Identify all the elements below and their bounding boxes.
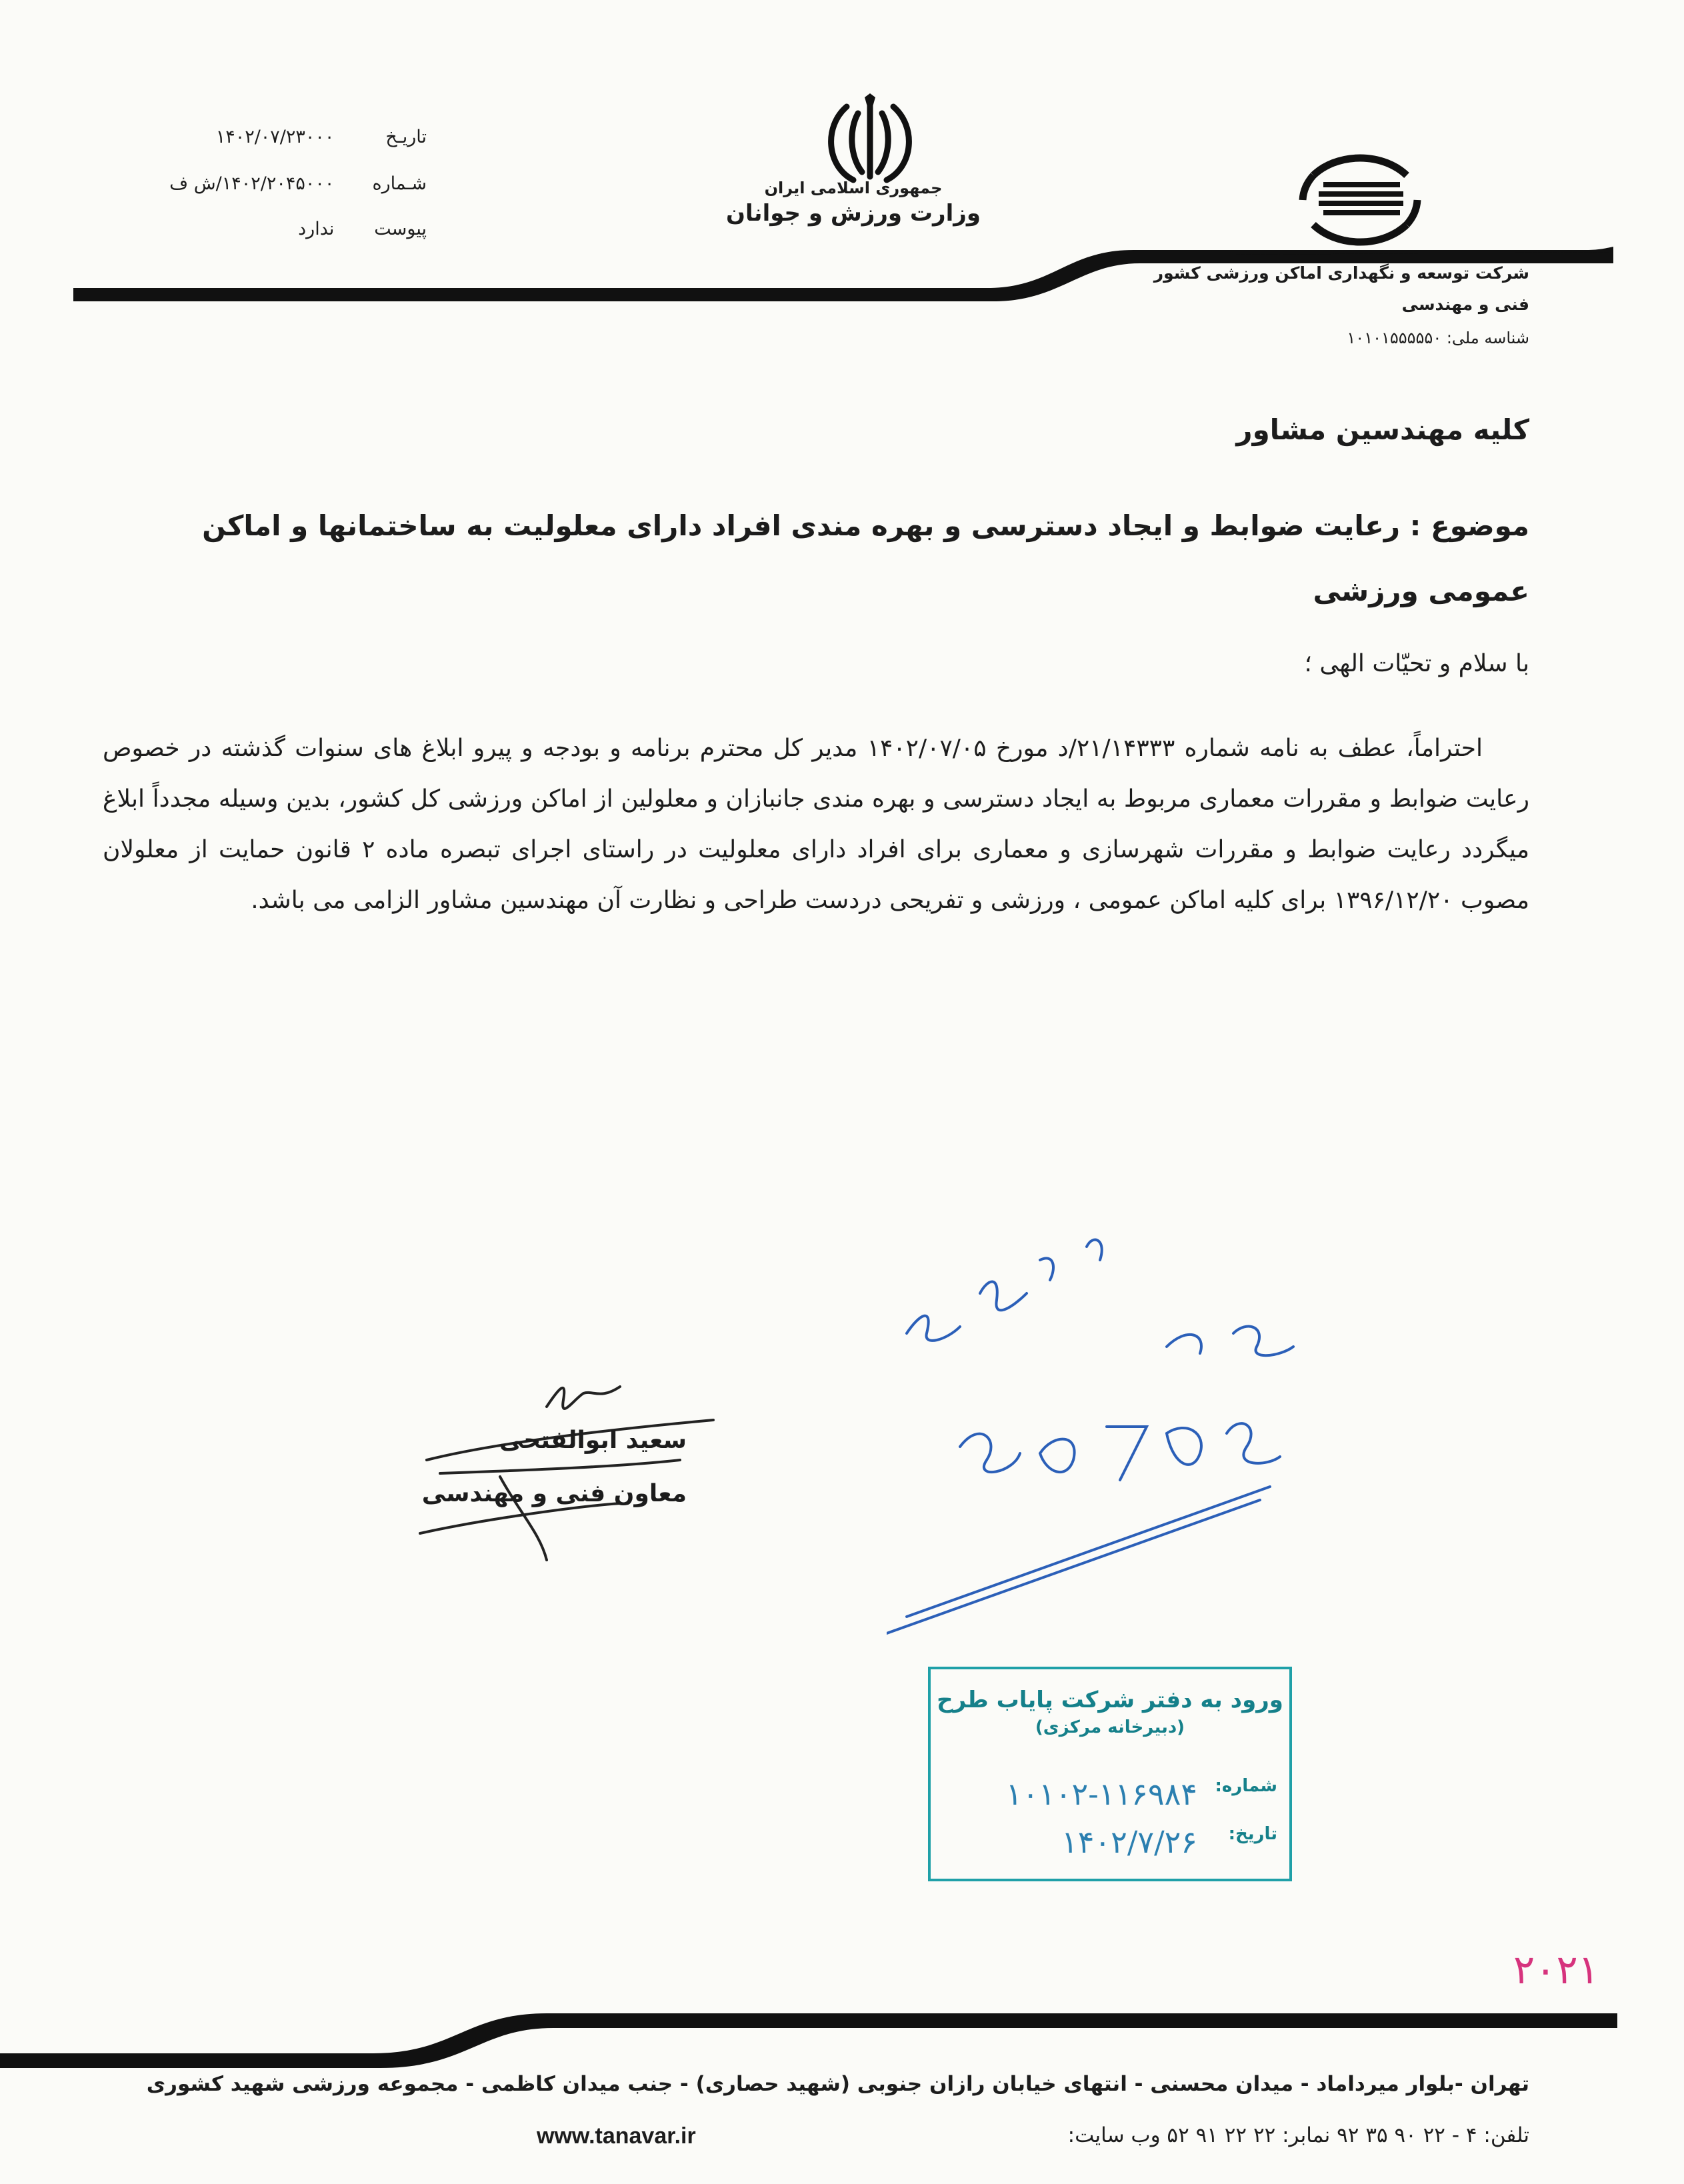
letter-meta	[147, 127, 427, 260]
company-block	[1063, 263, 1529, 347]
attachment-label: پیوست	[374, 219, 427, 239]
page-number: ۲۰۲۱	[1513, 1947, 1599, 1993]
footer-contact: تلفن: ۴ - ۲۲ ۹۰ ۳۵ ۹۲ نمابر: ۲۲ ۲۲ ۹۱ ۵۲ وب سایت:	[1067, 2123, 1529, 2147]
stamp-date-row	[943, 1824, 1277, 1864]
number-label: شـماره	[372, 173, 427, 194]
iran-emblem-icon	[817, 93, 923, 187]
greeting: با سلام و تحیّات الهی ؛	[1304, 650, 1529, 677]
number-value: ۱۴۰۲/۲۰۴۵۰۰۰/ش ف	[169, 173, 335, 194]
stamp-title: ورود به دفتر شرکت پایاب طرح	[937, 1687, 1283, 1713]
stamp-date-label: تاریخ:	[1228, 1824, 1277, 1844]
letter-body	[103, 723, 1529, 926]
addressee: کلیه مهندسین مشاور	[1236, 413, 1529, 446]
body-paragraph: احتراماً، عطف به نامه شماره ۲۱/۱۴۳۳۳/د مورخ ۱۴۰۲/۰۷/۰۵ مدیر کل محترم برنامه و بودجه و پیرو ابلاغ های سنوات گذشته در خصوص رعایت ضوابط و مقررات معماری مربوط به ایجاد دسترسی و بهره مندی جانبازان و معلولین از اماکن ورزشی کل کشور، بدین وسیله مجدداً ابلاغ میگردد رعایت ضوابط و مقررات شهرسازی و معماری برای افراد دارای معلولیت در راستای اجرای تبصره ماده ۲ قانون حمایت از معلولان مصوب ۱۳۹۶/۱۲/۲۰ برای کلیه اماکن عمومی ، ورزشی و تفریحی دردست طراحی و نظارت آن مهندسین مشاور الزامی می باشد.	[103, 735, 1529, 914]
ministry-country: جمهوری اسلامی ایران	[764, 179, 943, 197]
stamp-subtitle: (دبیرخانه مرکزی)	[1035, 1717, 1185, 1737]
attachment-row	[298, 219, 427, 239]
stamp-number-label: شماره:	[1215, 1776, 1277, 1796]
footer-website: www.tanavar.ir	[537, 2123, 696, 2149]
signatory-title: معاون فنی و مهندسی	[421, 1480, 687, 1507]
date-label: تاریـخ	[385, 127, 427, 147]
company-national-id: شناسه ملی: ۱۰۱۰۱۵۵۵۵۵۰	[1347, 329, 1529, 347]
handwritten-annotation	[887, 1233, 1320, 1647]
company-logo-icon	[1293, 150, 1427, 250]
footer-address: تهران -بلوار میرداماد - میدان محسنی - انتهای خیابان رازان جنوبی (شهید حصاری) - جنب میدان کاظمی - مجموعه ورزشی شهید کشوری	[146, 2072, 1529, 2096]
date-row	[216, 127, 427, 147]
attachment-value: ندارد	[298, 219, 335, 239]
stamp-number-value: ۱۰۱۰۲-۱۱۶۹۸۴	[1005, 1776, 1197, 1812]
stamp-date-value: ۱۴۰۲/۷/۲۶	[1061, 1824, 1197, 1860]
date-value: ۱۴۰۲/۰۷/۲۳۰۰۰	[215, 127, 335, 147]
signatory-name: سعید ابوالفتحی	[499, 1427, 687, 1454]
subject: موضوع : رعایت ضوابط و ایجاد دسترسی و بهره مندی افراد دارای معلولیت به ساختمانها و اماکن عمومی ورزشی	[202, 509, 1529, 607]
signature-scribble	[400, 1360, 800, 1587]
ministry-block	[700, 179, 1007, 227]
incoming-stamp	[928, 1667, 1292, 1881]
number-row	[169, 173, 427, 194]
company-department: فنی و مهندسی	[1401, 295, 1529, 314]
stamp-number-row	[943, 1776, 1277, 1816]
ministry-name: وزارت ورزش و جوانان	[726, 200, 981, 227]
company-name: شرکت توسعه و نگهداری اماکن ورزشی کشور	[1153, 263, 1529, 283]
